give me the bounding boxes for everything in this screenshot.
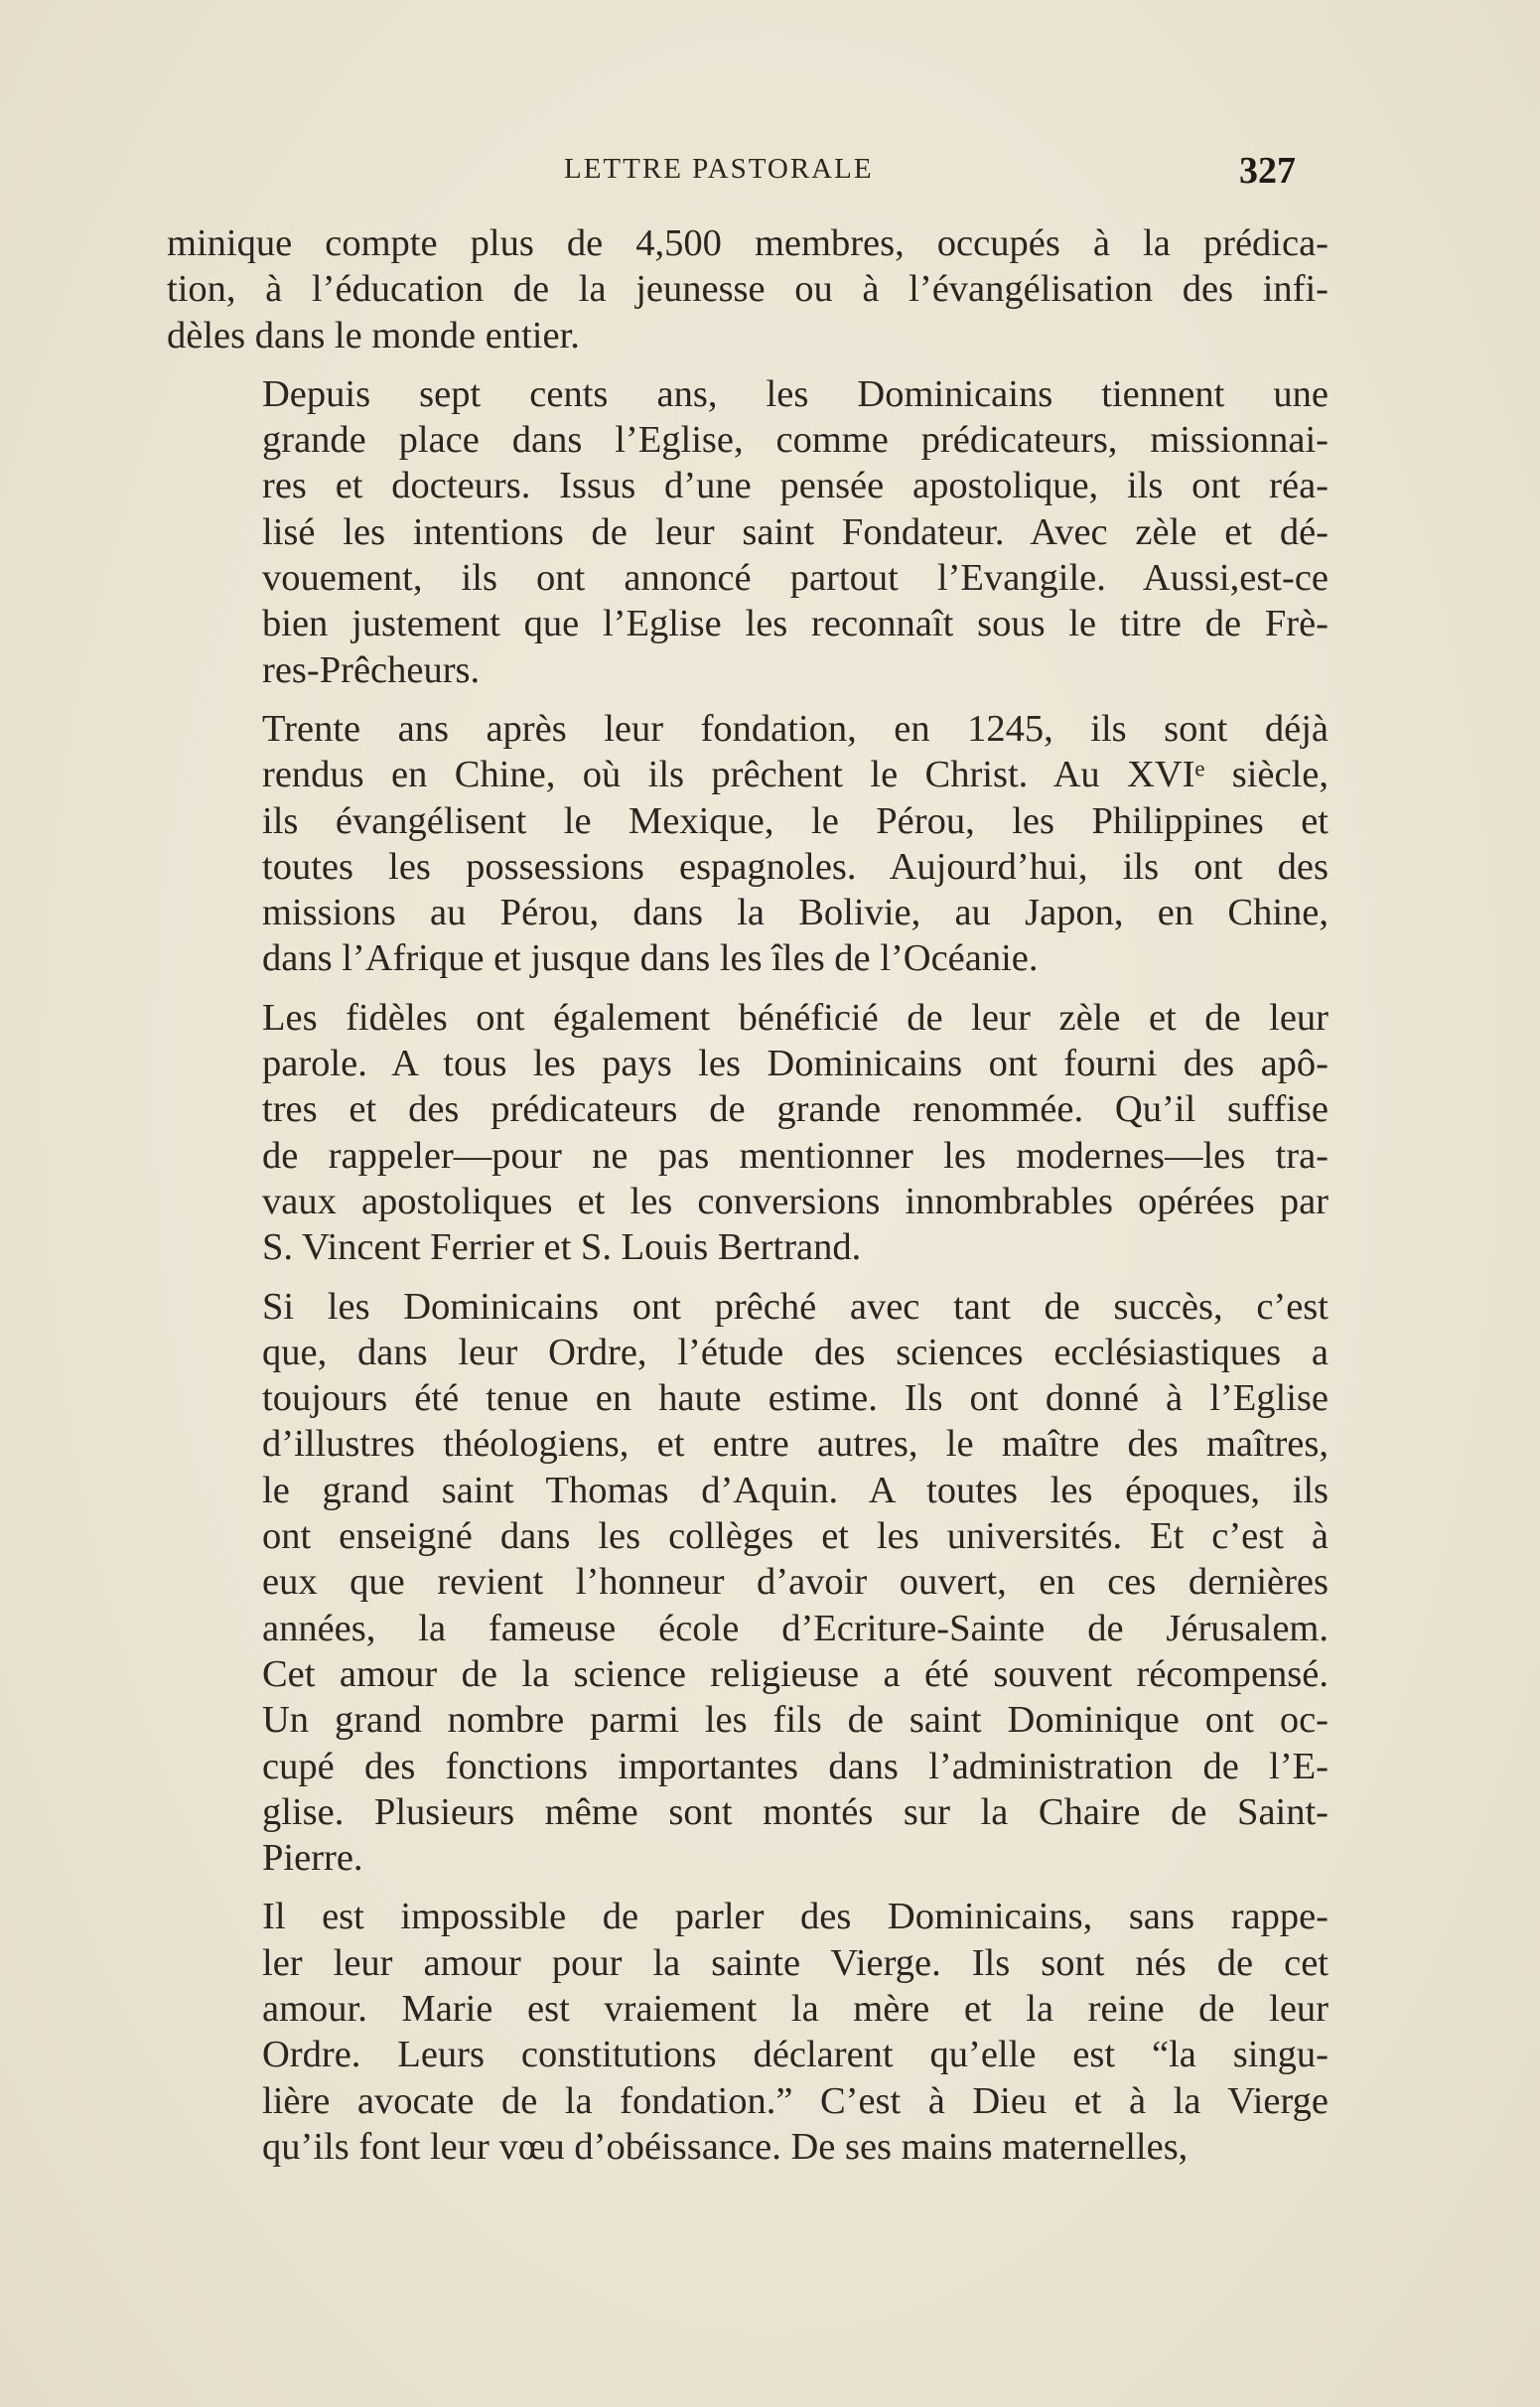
text-line: dans l’Afrique et jusque dans les îles de l’Océanie. <box>262 937 1039 980</box>
text-line: missions au Pérou, dans la Bolivie, au Japon, en Chine, <box>262 892 1329 934</box>
text-line: res-Prêcheurs. <box>262 648 481 691</box>
paragraph <box>167 706 1329 982</box>
text-line: glise. Plusieurs même sont montés sur la Chaire de Saint- <box>262 1790 1329 1833</box>
text-line: le grand saint Thomas d’Aquin. A toutes les époques, ils <box>262 1469 1329 1511</box>
paragraph <box>167 1284 1329 1882</box>
text-line: rendus en Chine, où ils prêchent le Christ. Au XVIᵉ siècle, <box>262 754 1329 796</box>
text-line: de rappeler—pour ne pas mentionner les modernes—les tra- <box>262 1134 1329 1177</box>
text-line: que, dans leur Ordre, l’étude des sciences ecclésiastiques a <box>262 1331 1329 1373</box>
text-line: eux que revient l’honneur d’avoir ouvert, en ces dernières <box>262 1561 1329 1604</box>
running-title: LETTRE PASTORALE <box>564 153 874 185</box>
text-line: tion, à l’éducation de la jeunesse ou à l’évangélisation des infi- <box>167 268 1329 311</box>
text-line: Pierre. <box>262 1837 363 1880</box>
page-number: 327 <box>1239 150 1296 192</box>
text-line: toujours été tenue en haute estime. Ils ont donné à l’Eglise <box>262 1377 1329 1420</box>
text-line: lisé les intentions de leur saint Fondateur. Avec zèle et dé- <box>262 510 1329 553</box>
text-line: ils évangélisent le Mexique, le Pérou, les Philippines et <box>262 799 1329 842</box>
text-line: cupé des fonctions importantes dans l’administration de l’E- <box>262 1745 1329 1787</box>
text-line: Cet amour de la science religieuse a été souvent récompensé. <box>262 1652 1329 1695</box>
text-line: ont enseigné dans les collèges et les universités. Et c’est à <box>262 1515 1329 1558</box>
paragraph <box>167 1894 1329 2170</box>
text-line: dèles dans le monde entier. <box>167 314 580 356</box>
text-line: res et docteurs. Issus d’une pensée apostolique, ils ont réa- <box>262 465 1329 507</box>
text-line: vaux apostoliques et les conversions innombrables opérées par <box>262 1180 1329 1222</box>
text-line: Trente ans après leur fondation, en 1245, ils sont déjà <box>262 707 1329 750</box>
text-line: ler leur amour pour la sainte Vierge. Ils sont nés de cet <box>262 1941 1329 1984</box>
text-line: amour. Marie est vraiement la mère et la reine de leur <box>262 1987 1329 2030</box>
text-line: parole. A tous les pays les Dominicains ont fourni des apô- <box>262 1043 1329 1085</box>
body-text <box>167 220 1329 2183</box>
text-line: Si les Dominicains ont prêché avec tant de succès, c’est <box>262 1285 1329 1328</box>
text-line: années, la fameuse école d’Ecriture-Sainte de Jérusalem. <box>262 1607 1329 1649</box>
text-line: Depuis sept cents ans, les Dominicains tiennent une <box>262 372 1329 415</box>
text-line: qu’ils font leur vœu d’obéissance. De ses mains maternelles, <box>262 2125 1189 2168</box>
paragraph <box>167 371 1329 693</box>
text-line: toutes les possessions espagnoles. Aujourd’hui, ils ont des <box>262 845 1329 888</box>
text-line: bien justement que l’Eglise les reconnaît sous le titre de Frè- <box>262 603 1329 645</box>
text-line: Il est impossible de parler des Dominicains, sans rappe- <box>262 1896 1329 1938</box>
text-line: Un grand nombre parmi les fils de saint Dominique ont oc- <box>262 1699 1329 1742</box>
text-line: lière avocate de la fondation.” C’est à Dieu et à la Vierge <box>262 2079 1329 2122</box>
page-header <box>0 149 1540 199</box>
text-line: minique compte plus de 4,500 membres, occupés à la prédica- <box>167 222 1329 264</box>
text-line: Les fidèles ont également bénéficié de leur zèle et de leur <box>262 996 1329 1039</box>
text-line: tres et des prédicateurs de grande renommée. Qu’il suffise <box>262 1088 1329 1131</box>
text-line: grande place dans l’Eglise, comme prédicateurs, missionnai- <box>262 419 1329 462</box>
text-line: d’illustres théologiens, et entre autres, le maître des maîtres, <box>262 1423 1329 1466</box>
text-line: S. Vincent Ferrier et S. Louis Bertrand. <box>262 1226 862 1269</box>
text-line: Ordre. Leurs constitutions déclarent qu’elle est “la singu- <box>262 2034 1329 2076</box>
paragraph <box>167 995 1329 1271</box>
text-line: vouement, ils ont annoncé partout l’Evangile. Aussi,est-ce <box>262 557 1329 600</box>
paragraph <box>167 220 1329 358</box>
